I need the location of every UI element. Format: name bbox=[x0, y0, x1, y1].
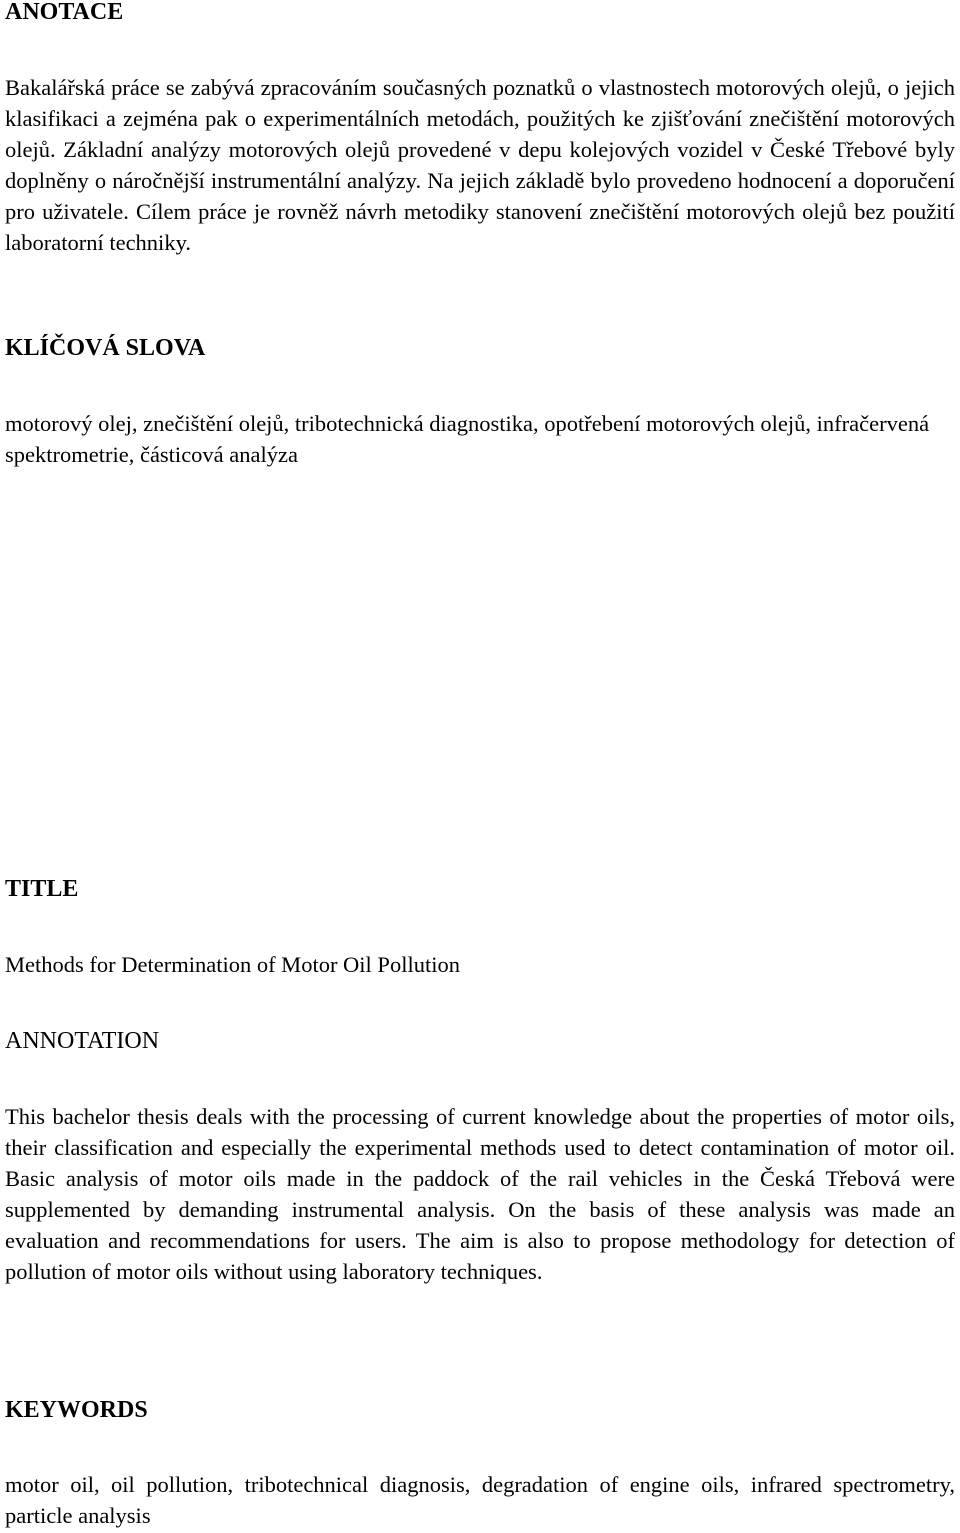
anotace-text: Bakalářská práce se zabývá zpracováním současných poznatků o vlastnostech motorových olejů, o jejich klasifikaci a zejména pak o experimentálních metodách, použitých ke zjišťování znečištění motorových olejů. Základní analýzy motorových olejů provedené v depu kolejových vozidel v České Třebové byly doplněny o náročnější instrumentální analýzy. Na jejich základě bylo provedeno hodnocení a doporučení pro uživatele. Cílem práce je rovněž návrh metodiky stanovení znečištění motorových olejů bez použití laboratorní techniky. bbox=[5, 75, 955, 255]
keywords-text: motor oil, oil pollution, tribotechnical diagnosis, degradation of engine oils, infrared spectrometry, particle analysis bbox=[5, 1472, 955, 1528]
keywords-heading: KEYWORDS bbox=[5, 1397, 148, 1423]
anotace-heading: ANOTACE bbox=[5, 0, 124, 25]
klicova-slova-heading: KLÍČOVÁ SLOVA bbox=[5, 335, 206, 361]
title-text: Methods for Determination of Motor Oil Pollution bbox=[5, 952, 460, 977]
title-heading: TITLE bbox=[5, 876, 79, 902]
klicova-slova-text: motorový olej, znečištění olejů, tribotechnická diagnostika, opotřebení motorových olejů, infračervená spektrometrie, částicová analýza bbox=[5, 411, 930, 467]
annotation-heading: ANNOTATION bbox=[5, 1028, 160, 1054]
annotation-text: This bachelor thesis deals with the processing of current knowledge about the properties of motor oils, their classification and especially the experimental methods used to detect contamination of motor oil. Basic analysis of motor oils made in the paddock of the rail vehicles in the Česká Třebová were supplemented by demanding instrumental analysis. On the basis of these analysis was made an evaluation and recommendations for users. The aim is also to propose methodology for detection of pollution of motor oils without using laboratory techniques. bbox=[5, 1104, 955, 1284]
